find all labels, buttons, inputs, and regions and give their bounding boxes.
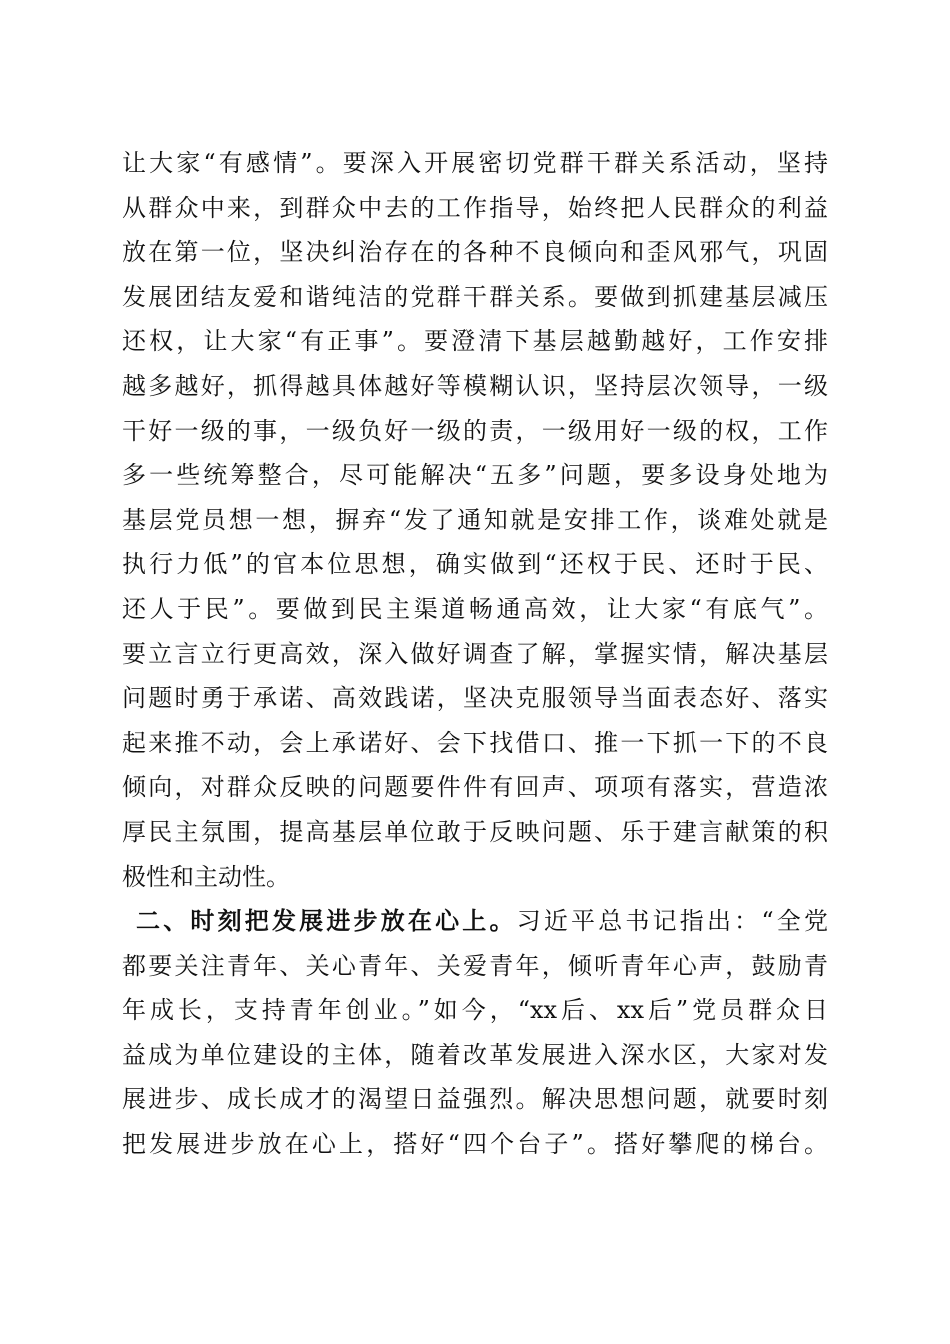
text-line: 执行力低”的官本位思想，确实做到“还权于民、还时于民、: [122, 550, 828, 579]
text-run: 习近平总书记指出：“全党: [516, 907, 828, 936]
text-line: 把发展进步放在心上，搭好“四个台子”。搭好攀爬的梯台。: [122, 1130, 828, 1159]
text-line: 还权，让大家“有正事”。要澄清下基层越勤越好，工作安排: [122, 327, 828, 356]
text-line: 倾向，对群众反映的问题要件件有回声、项项有落实，营造浓: [122, 773, 828, 802]
text-line: 还人于民”。要做到民主渠道畅通高效，让大家“有底气”。: [122, 594, 828, 623]
text-line: 都要关注青年、关心青年、关爱青年，倾听青年心声，鼓励青: [122, 951, 828, 980]
text-line: 从群众中来，到群众中去的工作指导，始终把人民群众的利益: [122, 193, 828, 222]
text-line: [122, 899, 828, 944]
text-line: 越多越好，抓得越具体越好等模糊认识，坚持层次领导，一级: [122, 371, 828, 400]
text-line: 多一些统筹整合，尽可能解决“五多”问题，要多设身处地为: [122, 461, 828, 490]
text-line: 极性和主动性。: [122, 862, 290, 891]
paragraph-democracy: [122, 141, 828, 899]
text-line: 发展团结友爱和谐纯洁的党群干群关系。要做到抓建基层减压: [122, 282, 828, 311]
text-line: 展进步、成长成才的渴望日益强烈。解决思想问题，就要时刻: [122, 1085, 828, 1114]
text-line: 放在第一位，坚决纠治存在的各种不良倾向和歪风邪气，巩固: [122, 238, 828, 267]
text-line: 厚民主氛围，提高基层单位敢于反映问题、乐于建言献策的积: [122, 817, 828, 846]
section-heading: 二、时刻把发展进步放在心上。: [136, 907, 517, 936]
text-line: 基层党员想一想，摒弃“发了通知就是安排工作，谈难处就是: [122, 505, 828, 534]
paragraph-development: [122, 899, 828, 1167]
text-line: 要立言立行更高效，深入做好调查了解，掌握实情，解决基层: [122, 639, 828, 668]
text-line: 起来推不动，会上承诺好、会下找借口、推一下抓一下的不良: [122, 728, 828, 757]
text-line: 年成长，支持青年创业。”如今，“xx后、xx后”党员群众日: [122, 996, 828, 1025]
document-body: [122, 141, 828, 1167]
text-line: 问题时勇于承诺、高效践诺，坚决克服领导当面表态好、落实: [122, 684, 828, 713]
text-line: 让大家“有感情”。要深入开展密切党群干群关系活动，坚持: [122, 149, 828, 177]
text-line: 干好一级的事，一级负好一级的责，一级用好一级的权，工作: [122, 416, 828, 445]
text-line: 益成为单位建设的主体，随着改革发展进入深水区，大家对发: [122, 1040, 828, 1069]
